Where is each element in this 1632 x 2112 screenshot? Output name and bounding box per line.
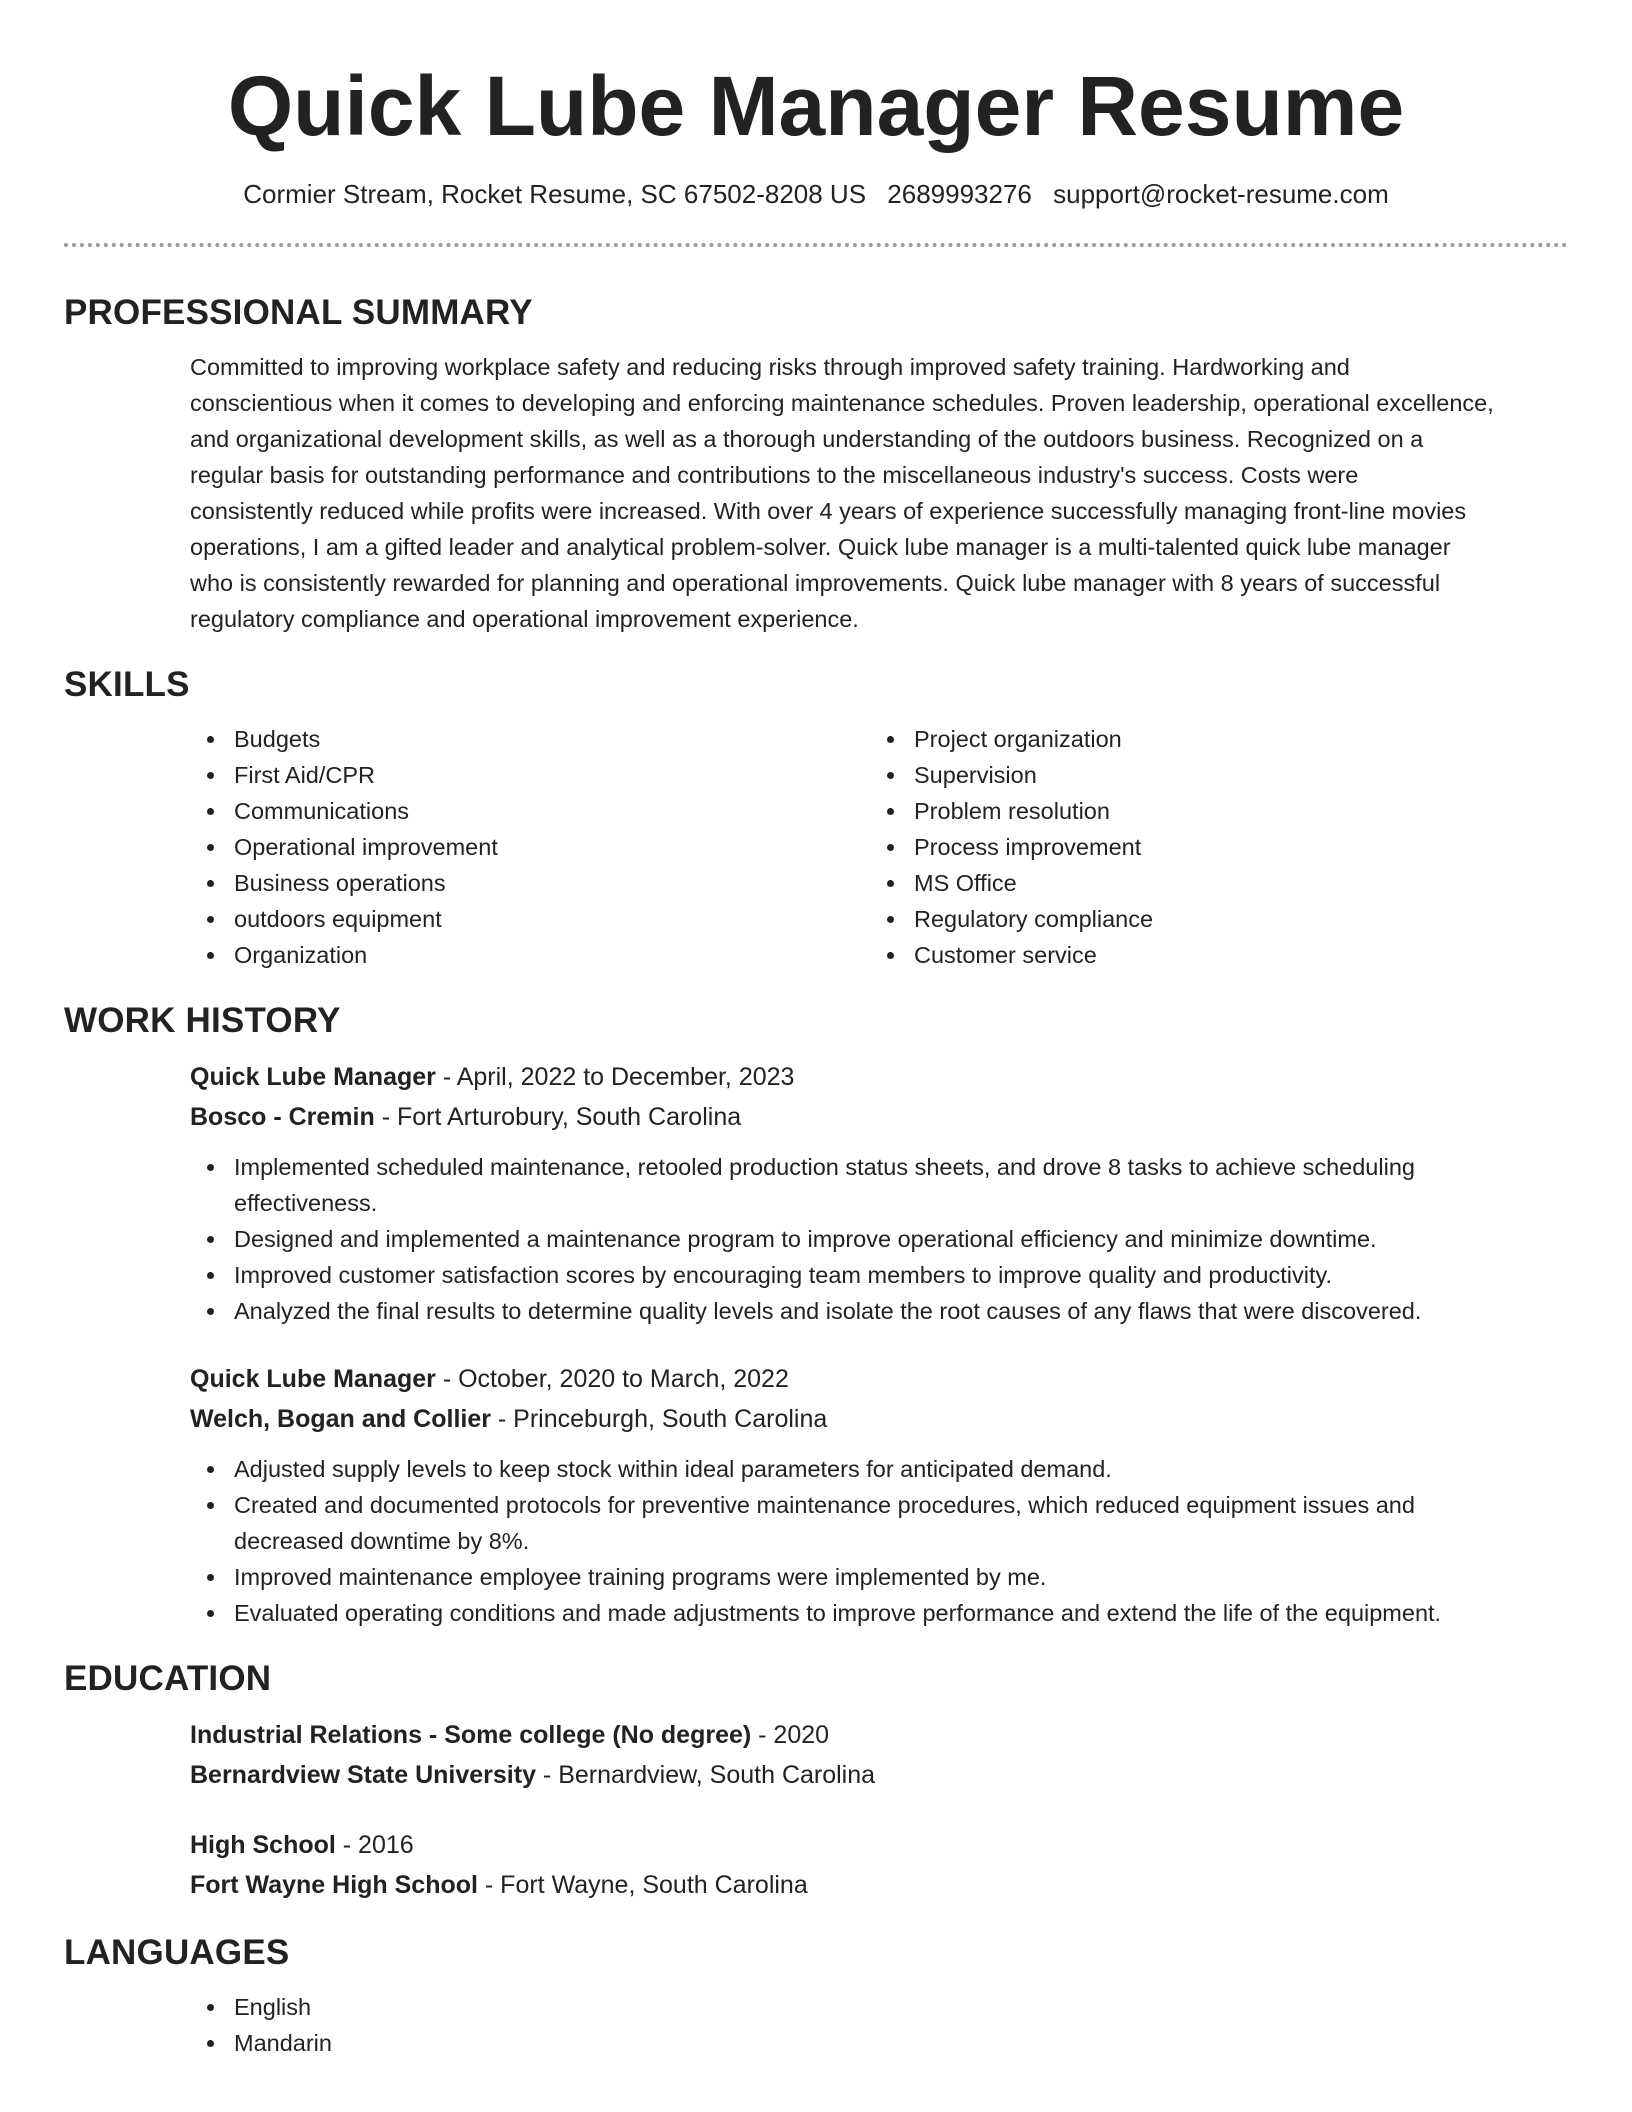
job-title: Quick Lube Manager (190, 1063, 436, 1091)
summary-paragraph (190, 349, 1568, 637)
contact-address: Cormier Stream, Rocket Resume, SC 67502-8208 US (243, 179, 867, 209)
languages-heading: LANGUAGES (64, 1933, 290, 1972)
job-bullet-text: effectiveness. (234, 1190, 378, 1216)
skill-item: Organization (190, 937, 870, 973)
education-school: Fort Wayne High School (190, 1871, 478, 1899)
resume-page (64, 0, 1568, 2061)
education-degree-line (190, 1825, 1568, 1865)
job-bullet: Improved customer satisfaction scores by encouraging team members to improve quality and productivity. (190, 1257, 1568, 1293)
skill-item: Process improvement (870, 829, 1550, 865)
job-company: Welch, Bogan and Collier (190, 1405, 491, 1433)
job-dates: - October, 2020 to March, 2022 (435, 1365, 789, 1393)
summary-line: operations, I am a gifted leader and analytical problem-solver. Quick lube manager is a multi-talented quick lube manager (190, 534, 1451, 560)
job-location: - Princeburgh, South Carolina (490, 1405, 828, 1433)
education-section (190, 1715, 1568, 1905)
job-bullet-text: Implemented scheduled maintenance, retooled production status sheets, and drove 8 tasks to achieve scheduling (234, 1154, 1415, 1180)
education-degree: High School (190, 1831, 336, 1859)
job-bullet: Designed and implemented a maintenance program to improve operational efficiency and minimize downtime. (190, 1221, 1568, 1257)
skill-item: MS Office (870, 865, 1550, 901)
job-bullets (190, 1451, 1568, 1631)
skills-section (190, 721, 1568, 973)
resume-title: Quick Lube Manager Resume (227, 59, 1405, 153)
education-year: - 2020 (751, 1721, 830, 1749)
education-school-line (190, 1865, 1568, 1905)
language-item: Mandarin (190, 2025, 1568, 2061)
summary-line: and organizational development skills, as well as a thorough understanding of the outdoors business. Recognized on a (190, 426, 1424, 452)
education-location: - Fort Wayne, South Carolina (477, 1871, 808, 1899)
job-bullet: Improved maintenance employee training programs were implemented by me. (190, 1559, 1568, 1595)
education-location: - Bernardview, South Carolina (535, 1761, 876, 1789)
skill-item: Customer service (870, 937, 1550, 973)
summary-line: who is consistently rewarded for planning and operational improvements. Quick lube manager with 8 years of successful (190, 570, 1441, 596)
job-title-line (190, 1359, 1568, 1399)
contact-line (64, 178, 1568, 210)
job-bullet: Evaluated operating conditions and made adjustments to improve performance and extend the life of the equipment. (190, 1595, 1568, 1631)
work-section (190, 1057, 1568, 1631)
job-location: - Fort Arturobury, South Carolina (374, 1103, 742, 1131)
summary-line: consistently reduced while profits were increased. With over 4 years of experience successfully managing front-line movies (190, 498, 1467, 524)
skill-item: Supervision (870, 757, 1550, 793)
education-entry (190, 1715, 1568, 1795)
contact-phone: 2689993276 (887, 179, 1032, 209)
skill-item: Project organization (870, 721, 1550, 757)
education-heading: EDUCATION (64, 1659, 272, 1698)
job-bullet: Analyzed the final results to determine quality levels and isolate the root causes of any flaws that were discovered. (190, 1293, 1568, 1329)
summary-line: conscientious when it comes to developing and enforcing maintenance schedules. Proven leadership, operational excellence, (190, 390, 1494, 416)
education-school-line (190, 1755, 1568, 1795)
skill-item: Business operations (190, 865, 870, 901)
education-year: - 2016 (335, 1831, 414, 1859)
skills-list-left (190, 721, 870, 973)
job-entry (190, 1057, 1568, 1329)
education-degree: Industrial Relations - Some college (No degree) (190, 1721, 752, 1749)
work-heading: WORK HISTORY (64, 1001, 341, 1040)
job-bullet-text: Created and documented protocols for preventive maintenance procedures, which reduced equipment issues and (234, 1492, 1415, 1518)
job-title-line (190, 1057, 1568, 1097)
education-degree-line (190, 1715, 1568, 1755)
skill-item: First Aid/CPR (190, 757, 870, 793)
skill-item: Problem resolution (870, 793, 1550, 829)
job-company-line (190, 1097, 1568, 1137)
summary-line: regulatory compliance and operational improvement experience. (190, 606, 859, 632)
job-entry (190, 1359, 1568, 1631)
summary-section (190, 349, 1568, 637)
job-company-line (190, 1399, 1568, 1439)
skills-list-right (870, 721, 1550, 973)
header-divider (64, 243, 1568, 247)
job-dates: - April, 2022 to December, 2023 (435, 1063, 795, 1091)
language-item: English (190, 1989, 1568, 2025)
summary-line: Committed to improving workplace safety and reducing risks through improved safety training. Hardworking and (190, 354, 1350, 380)
contact-email[interactable]: support@rocket-resume.com (1053, 179, 1389, 209)
education-entry (190, 1825, 1568, 1905)
job-bullet: Adjusted supply levels to keep stock within ideal parameters for anticipated demand. (190, 1451, 1568, 1487)
job-bullet-text: decreased downtime by 8%. (234, 1528, 530, 1554)
skills-heading: SKILLS (64, 665, 190, 704)
skill-item: Budgets (190, 721, 870, 757)
job-bullet (190, 1149, 1568, 1221)
skill-item: Communications (190, 793, 870, 829)
summary-line: regular basis for outstanding performance and contributions to the miscellaneous industry's success. Costs were (190, 462, 1359, 488)
languages-section (190, 1989, 1568, 2061)
languages-list (190, 1989, 1568, 2061)
skill-item: Operational improvement (190, 829, 870, 865)
education-school: Bernardview State University (190, 1761, 536, 1789)
job-company: Bosco - Cremin (190, 1103, 375, 1131)
skill-item: Regulatory compliance (870, 901, 1550, 937)
job-title: Quick Lube Manager (190, 1365, 436, 1393)
skill-item: outdoors equipment (190, 901, 870, 937)
job-bullets (190, 1149, 1568, 1329)
job-bullet (190, 1487, 1568, 1559)
summary-heading: PROFESSIONAL SUMMARY (64, 293, 533, 332)
